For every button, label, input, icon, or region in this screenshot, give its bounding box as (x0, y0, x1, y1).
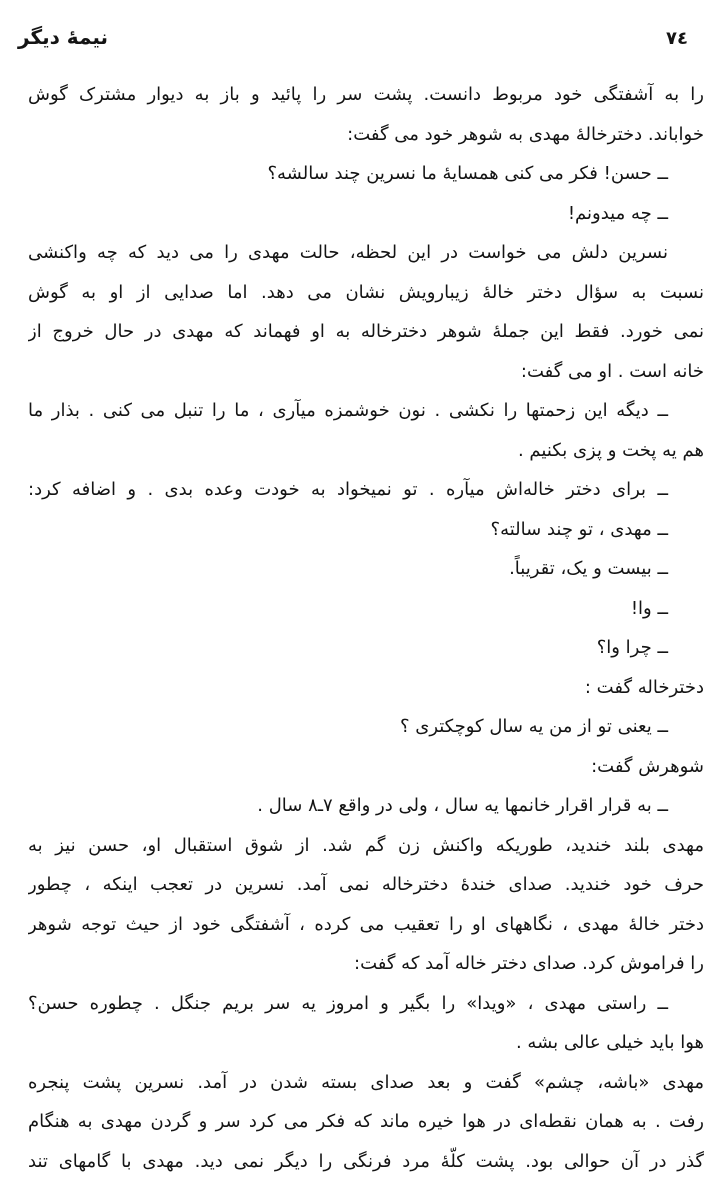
text-line: شوهرش گفت: (591, 755, 704, 777)
text-line: ــ یعنی تو از من یه سال کوچکتری ؟ (399, 716, 668, 737)
text-line: ــ به قرار اقرار خانمها یه سال ، ولی در واقع ۷ـ۸ سال . (257, 795, 668, 816)
text-line: رفت . به همان نقطه‌ای در هوا خیره ماند که فکر می کرد سر و گردن مهدی به هنگام (28, 1111, 704, 1132)
text-line: نمی خورد. فقط این جملهٔ شوهر دخترخاله به او فهماند که مهدی در حال خروج از (28, 321, 704, 342)
text-line: ــ راستی مهدی ، «ویدا» را بگیر و امروز یه سر بریم جنگل . چطوره حسن؟ (28, 992, 668, 1014)
book-title: نیمهٔ دیگر (18, 25, 109, 49)
text-line: دختر خالهٔ مهدی ، نگاههای او را تعقیب می کرده ، آشفتگی خود از حیث توجه شوهر (28, 913, 704, 935)
text-line: ــ دیگه این زحمتها را نکشی . نون خوشمزه میآری ، ما را تنبل می کنی . بذار ما (28, 400, 668, 421)
text-line: ــ چه میدونم! (567, 202, 668, 224)
text-line: ــ چرا وا؟ (596, 637, 668, 658)
text-line: نسبت به سؤال دختر خالهٔ زیبارویش نشان می دهد. اما صدایی از او به گوش (28, 281, 704, 303)
text-line: ــ وا! (630, 597, 668, 619)
text-line: دخترخاله گفت : (584, 676, 704, 698)
text-line: ــ مهدی ، تو چند سالته؟ (490, 518, 668, 540)
text-line: نسرین دلش می خواست در این لحظه، حالت مهدی را می دید که چه واکنشی (28, 242, 668, 263)
text-line: حرف خود خندید. صدای خندهٔ دخترخاله نمی آمد. نسرین در تعجب اینکه ، چطور (28, 874, 704, 895)
text-line: گذر در آن حوالی بود. پشت کلّهٔ مرد فرنگی را دیگر نمی دید. مهدی با گامهای تند (28, 1150, 704, 1172)
text-line: خواباند. دخترخالهٔ مهدی به شوهر خود می گفت: (347, 123, 704, 145)
text-line: خانه است . او می گفت: (520, 360, 704, 382)
page-header (0, 25, 714, 49)
text-line: ــ برای دختر خاله‌اش میآره . تو نمیخواد به خودت وعده بدی . و اضافه کرد: (28, 479, 668, 500)
text-line: مهدی «باشه، چشم» گفت و بعد صدای بسته شدن در آمد. نسرین پشت پنجره (28, 1071, 704, 1093)
text-line: ــ بیست و یک، تقریباً. (509, 558, 668, 579)
text-line: مهدی بلند خندید، طوریکه واکنش زن گم شد. از شوق استقبال او، حسن نیز به (28, 834, 704, 856)
text-line: را به آشفتگی خود مربوط دانست. پشت سر را پائید و باز به دیوار مشترک گوش (28, 84, 704, 105)
page-body (28, 75, 704, 1181)
page-number: ٧٤ (666, 28, 688, 49)
text-line: ــ حسن! فکر می کنی همسایهٔ ما نسرین چند سالشه؟ (267, 163, 668, 184)
text-line: هوا باید خیلی عالی بشه . (515, 1032, 704, 1053)
text-line: هم یه پخت و پزی بکنیم . (517, 439, 704, 461)
text-line: را فراموش کرد. صدای دختر خاله آمد که گفت: (354, 953, 704, 974)
